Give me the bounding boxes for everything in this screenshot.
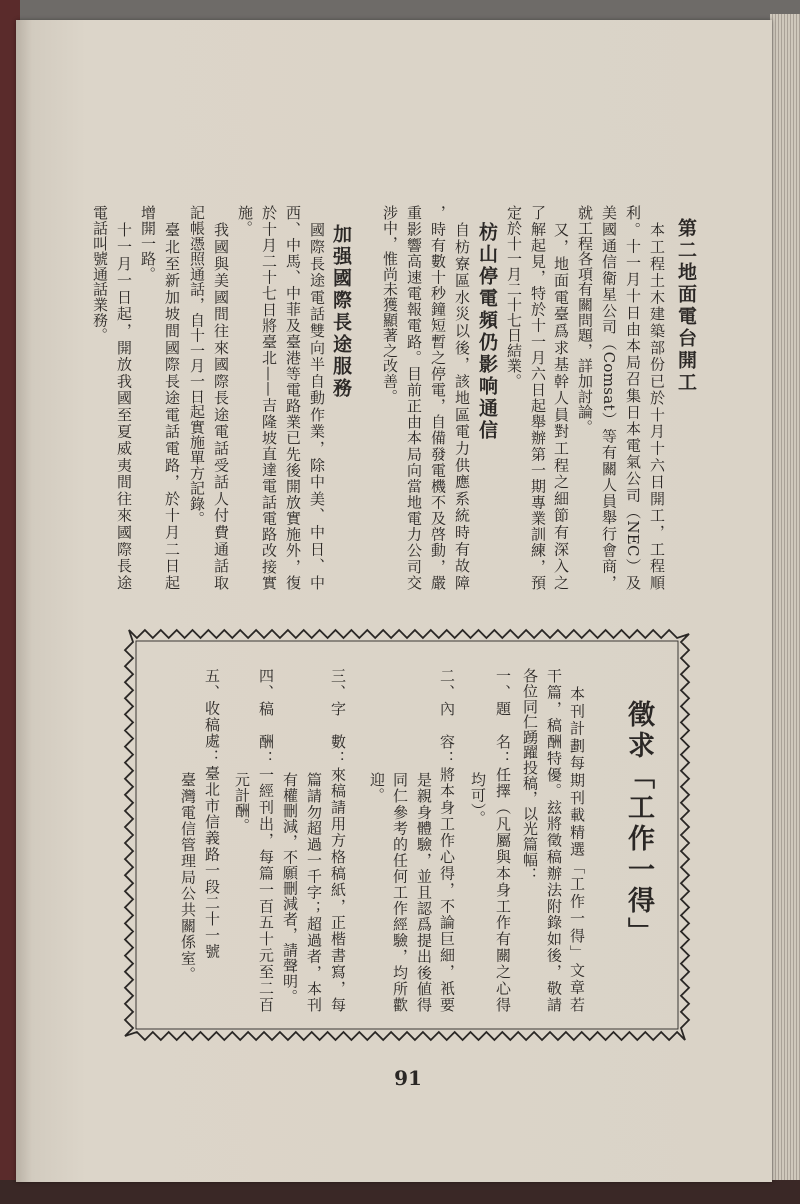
text-column: 就工程各項有關問題，詳加討論。 <box>576 205 594 435</box>
text-column: 重影響高速電報電路。目前正由本局向當地電力公司交 <box>405 205 423 590</box>
article-title: 第二地面電台開工 <box>675 218 697 394</box>
article-title: 加强國際長途服務 <box>330 224 352 400</box>
notice-item-4 <box>257 668 275 1012</box>
text-column: 我國與美國間往來國際長途電話受話人付費通話取 <box>212 222 230 590</box>
notice-item-3 <box>329 668 347 1012</box>
notice-item-text: 一經刊出，每篇一百五十元至二百 <box>257 766 275 1012</box>
notice-title: 徵求「工作一得」 <box>623 700 654 948</box>
notice-item-2 <box>438 668 456 1012</box>
text-column: 干篇，稿酬特優。玆將徵稿辦法附錄如後，敬請 <box>545 668 563 1012</box>
notice-item-label: 三、字 數： <box>329 668 347 767</box>
text-column: 元計酬。 <box>233 772 251 834</box>
text-column: 臺北至新加坡間國際長途電話電路，於十月二日起 <box>163 222 181 590</box>
text-column: 於十月二十七日將臺北——吉隆坡直達電話電路改接實 <box>260 205 278 590</box>
notice-item-label: 二、內 容： <box>438 668 456 767</box>
notice-item-label: 五、收稿處： <box>203 668 221 766</box>
text-column: 又，地面電臺爲求基幹人員對工程之細節有深入之 <box>552 222 570 590</box>
text-column: 美國通信衛星公司（Comsat）等有關人員舉行會商， <box>600 205 618 590</box>
text-column: 增開一路。 <box>139 205 157 282</box>
text-column: 涉中，惟尚未獲顯著之改善。 <box>381 205 399 404</box>
text-column: 十一月一日起，開放我國至夏威夷間往來國際長途 <box>115 222 133 590</box>
text-column: 篇請勿超過一千字；超過者，本刊 <box>305 772 323 1012</box>
background-bottom <box>0 1180 800 1204</box>
text-column: 均可）。 <box>469 772 487 826</box>
notice-item-label: 四、稿 酬： <box>257 668 275 767</box>
text-column: 是親身體驗，並且認爲提出後値得 <box>415 772 433 1012</box>
text-column: 定於十一月二十七日結業。 <box>505 205 523 389</box>
notice-item-text: 將本身工作心得，不論巨細，衹要 <box>438 766 456 1012</box>
text-column: 利。十一月十日由本局召集日本電氣公司（NEC）及 <box>624 205 642 590</box>
text-column: ，時有數十秒鐘短暫之停電，自備發電機不及啓動，嚴 <box>429 205 447 590</box>
text-column: 自枋寮區水災以後，該地區電力供應系統時有故障 <box>453 222 471 590</box>
text-column: 同仁參考的任何工作經驗，均所歡 <box>391 772 409 1012</box>
page-stack-edges <box>770 14 800 1184</box>
article-title: 枋山停電頻仍影响通信 <box>476 222 498 442</box>
text-column: 本刊計劃每期刊載精選「工作一得」文章若 <box>568 686 586 1012</box>
text-column: 電話叫號通話業務。 <box>91 205 109 343</box>
notice-item-5 <box>203 668 221 960</box>
text-column: 有權刪減，不願刪減者，請聲明。 <box>281 772 299 1004</box>
text-column: 記帳憑照通話，自十一月一日起實施單方記錄。 <box>188 205 206 527</box>
text-column: 臺灣電信管理局公共關係室。 <box>179 772 197 983</box>
notice-item-text: 來稿請用方格稿紙，正楷書寫，每 <box>329 766 347 1012</box>
notice-item-text: 臺北市信義路一段二十一號 <box>203 765 221 960</box>
text-column: 各位同仁踴躍投稿，以光篇幅： <box>521 668 539 883</box>
text-column: 本工程土木建築部份已於十月十六日開工，工程順 <box>648 222 666 590</box>
notice-item-text: 任擇（凡屬與本身工作有關之心得 <box>494 766 512 1012</box>
notice-item-1 <box>494 668 512 1012</box>
text-column: 西、中馬、中菲及臺港等電路業已先後開放實施外，復 <box>284 205 302 590</box>
text-column: 了解起見，特於十一月六日起舉辦第一期專業訓練，預 <box>529 205 547 590</box>
page-number: 91 <box>394 1066 422 1090</box>
notice-item-label: 一、題 名： <box>494 668 512 767</box>
text-column: 迎。 <box>368 772 386 803</box>
text-column: 施。 <box>236 205 254 236</box>
text-column: 國際長途電話雙向半自動作業，除中美、中日、中 <box>308 222 326 590</box>
